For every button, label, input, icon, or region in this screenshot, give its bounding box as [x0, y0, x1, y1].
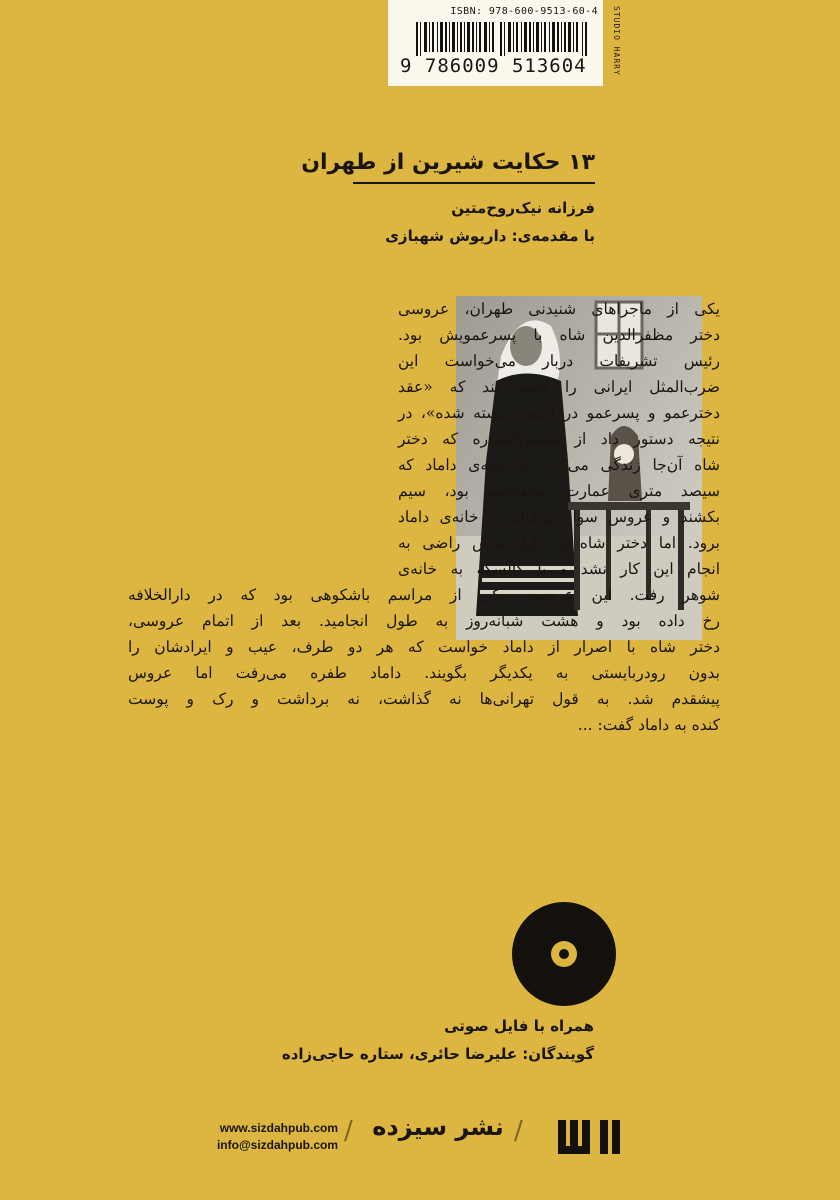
synopsis-line: دختر شاه با اصرار از داماد خواست که هر دو طرف، عیب و ایرادشان را [128, 638, 720, 656]
studio-credit: STUDIO HARRY [612, 6, 621, 76]
synopsis-line: دخترعمو و پسرعمو در آسمان بسته شده»، در [398, 404, 720, 422]
synopsis-line: سیصد متری عمارت شاهدخت بود، سیم [398, 482, 720, 500]
synopsis [125, 296, 720, 738]
audio-note: همراه با فایل صوتی [444, 1017, 594, 1035]
synopsis-line: پیشقدم شد. به قول تهرانی‌ها نه گذاشت، نه برداشت و رک و پوست [128, 690, 720, 708]
publisher-contact [170, 1120, 338, 1154]
publisher-logo [556, 1120, 620, 1154]
synopsis-line: بدون رودربایستی به یکدیگر بگویند. داماد طفره می‌رفت اما عروس [128, 664, 720, 682]
synopsis-line: رخ داده بود و هشت شبانه‌روز به طول انجامید. بعد از اتمام عروسی، [128, 612, 720, 630]
synopsis-line: شاه آن‌جا زندگی می‌کرد، تا خانه‌ی داماد که [398, 456, 720, 474]
synopsis-top [398, 296, 720, 582]
synopsis-line: ضرب‌المثل ایرانی را ثابت کند که «عقد [398, 378, 720, 396]
author-name: فرزانه نیک‌روح‌متین [451, 199, 595, 217]
divider-slash-left: / [344, 1116, 353, 1146]
synopsis-line: یکی از ماجراهای شنیدنی طهران، عروسی [398, 300, 720, 318]
title-block [301, 148, 595, 250]
publisher-name: نشر سیزده [372, 1113, 504, 1141]
synopsis-bottom [128, 582, 720, 738]
synopsis-line: برود. اما دختر شاه به دلیل ترس راضی به [398, 534, 720, 552]
narrators: گویندگان: علیرضا حائری، ستاره حاجی‌زاده [281, 1045, 594, 1063]
barcode-label [388, 0, 603, 86]
barcode-bars [416, 22, 596, 56]
audio-disc-icon [512, 902, 616, 1006]
email-link[interactable]: info@sizdahpub.com [216, 1138, 338, 1152]
divider-slash-right: / [514, 1116, 523, 1146]
synopsis-line: رئیس تشریفات دربار می‌خواست این [398, 352, 720, 370]
website-link[interactable]: www.sizdahpub.com [219, 1121, 338, 1135]
introduction-credit: با مقدمه‌ی: داریوش شهبازی [385, 227, 595, 245]
synopsis-line: دختر مظفرالدین شاه با پسرعمویش بود. [398, 326, 720, 344]
barcode-digits: 9 786009 513604 [400, 55, 587, 77]
synopsis-line: انجام این کار نشد و با کالسکه به خانه‌ی [398, 560, 720, 578]
audio-info [282, 1012, 594, 1068]
synopsis-line: بکشند و عروس سوار برنقاله به خانه‌ی داماد [398, 508, 720, 526]
title-underline [353, 182, 595, 184]
synopsis-line: نتیجه دستور داد از شمس‌العماره که دختر [398, 430, 720, 448]
synopsis-line: کنده به داماد گفت: ... [577, 716, 720, 734]
isbn-text: ISBN: 978-600-9513-60-4 [450, 6, 598, 17]
book-title: ۱۳ حکایت شیرین از طهران [301, 150, 595, 175]
synopsis-line: شوهر رفت. این عروسی یکی از مراسم باشکوهی بود که در دارالخلافه [128, 586, 720, 604]
